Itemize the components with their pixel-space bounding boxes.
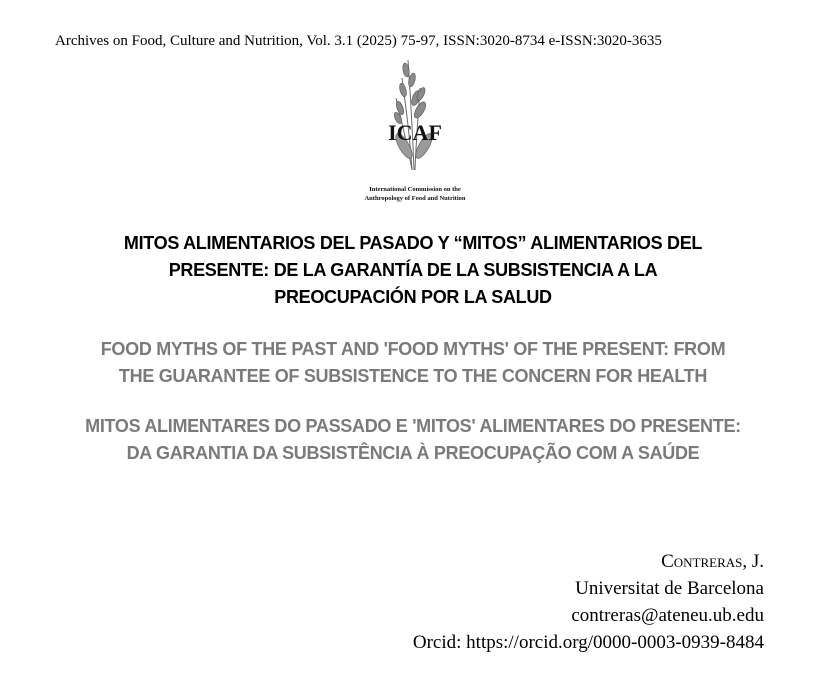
logo-subtitle-line1: International Commission on the [369,186,461,193]
title-english [40,336,786,390]
title-portuguese [40,413,786,467]
title-portuguese-line-2: DA GARANTIA DA SUBSISTÊNCIA À PREOCUPAÇÃO COM A SAÚDE [126,443,700,463]
author-affiliation: Universitat de Barcelona [575,578,764,599]
title-english-line-2: THE GUARANTEE OF SUBSISTENCE TO THE CONCERN FOR HEALTH [118,366,708,386]
title-spanish [40,230,786,311]
wheat-icon [340,58,490,208]
title-spanish-line-2: PRESENTE: DE LA GARANTÍA DE LA SUBSISTENCIA A LA [168,260,658,280]
author-email[interactable]: contreras@ateneu.ub.edu [571,605,764,626]
journal-citation: Archives on Food, Culture and Nutrition, Vol. 3.1 (2025) 75-97, ISSN:3020-8734 e-ISSN:3020-3635 [55,33,662,49]
author-info [413,548,764,656]
title-spanish-line-3: PREOCUPACIÓN POR LA SALUD [274,287,552,307]
author-name: Contreras, J. [661,551,764,572]
author-orcid[interactable]: Orcid: https://orcid.org/0000-0003-0939-8484 [412,632,764,653]
icaf-logo [340,58,490,208]
title-english-line-1: FOOD MYTHS OF THE PAST AND 'FOOD MYTHS' OF THE PRESENT: FROM [100,339,726,359]
logo-subtitle-line2: Anthropology of Food and Nutrition [364,195,466,202]
title-portuguese-line-1: MITOS ALIMENTARES DO PASSADO E 'MITOS' ALIMENTARES DO PRESENTE: [85,416,741,436]
logo-acronym: ICAF [388,120,442,145]
title-spanish-line-1: MITOS ALIMENTARIOS DEL PASADO Y “MITOS” ALIMENTARIOS DEL [123,233,703,253]
